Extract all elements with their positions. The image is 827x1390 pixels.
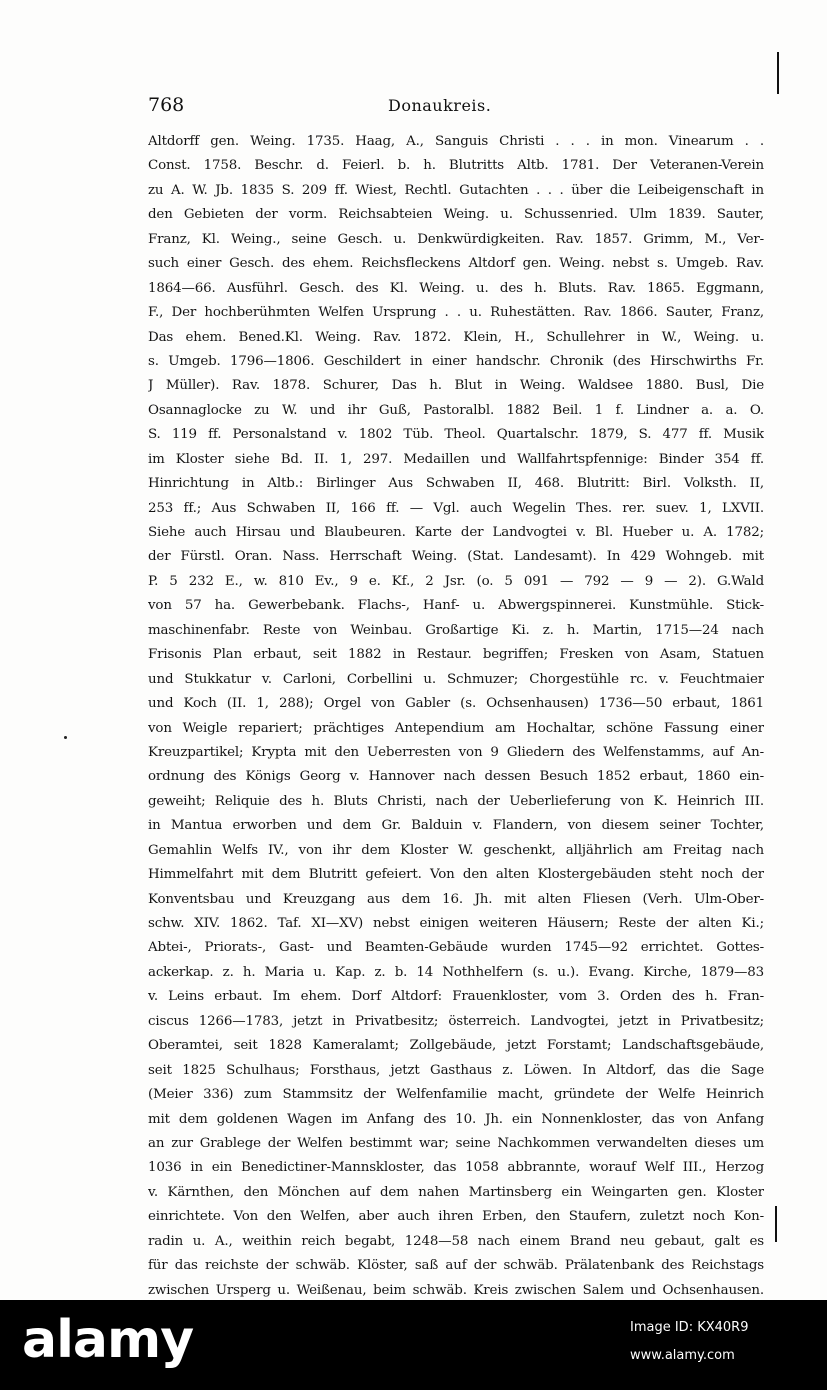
text-line: schw. XIV. 1862. Taf. XI—XV) nebst einigen weiteren Häusern; Reste der alten Ki.; bbox=[148, 916, 764, 931]
text-line: Das ehem. Bened.Kl. Weing. Rav. 1872. Klein, H., Schullehrer in W., Weing. u. bbox=[148, 329, 764, 345]
text-line: Oberamtei, seit 1828 Kameralamt; Zollgebäude, jetzt Forstamt; Landschaftsgebäude, bbox=[148, 1038, 764, 1054]
text-line: 1864—66. Ausführl. Gesch. des Kl. Weing. u. des h. Bluts. Rav. 1865. Eggmann, bbox=[148, 280, 764, 296]
text-line: Himmelfahrt mit dem Blutritt gefeiert. Von den alten Klostergebäuden steht noch der bbox=[148, 867, 764, 883]
text-line: Franz, Kl. Weing., seine Gesch. u. Denkwürdigkeiten. Rav. 1857. Grimm, M., Ver- bbox=[148, 231, 764, 247]
text-line: Const. 1758. Beschr. d. Feierl. b. h. Blutritts Altb. 1781. Der Veteranen-Verein bbox=[148, 158, 764, 174]
text-line: Frisonis Plan erbaut, seit 1882 in Restaur. begriffen; Fresken von Asam, Statuen bbox=[148, 647, 764, 663]
text-line: J Müller). Rav. 1878. Schurer, Das h. Blut in Weing. Waldsee 1880. Busl, Die bbox=[148, 378, 764, 394]
text-line: Kreuzpartikel; Krypta mit den Ueberresten von 9 Gliedern des Welfenstamms, auf An- bbox=[148, 744, 764, 760]
text-line: Altdorff gen. Weing. 1735. Haag, A., Sanguis Christi . . . in mon. Vinearum . . bbox=[148, 134, 764, 149]
image-id-label: Image ID: KX40R9 bbox=[630, 1320, 749, 1335]
text-line: such einer Gesch. des ehem. Reichsfleckens Altdorf gen. Weing. nebst s. Umgeb. Rav. bbox=[148, 256, 764, 272]
text-line: den Gebieten der vorm. Reichsabteien Weing. u. Schussenried. Ulm 1839. Sauter, bbox=[148, 207, 764, 223]
scan-edge-mark-top bbox=[777, 52, 779, 94]
text-line: zwischen Ursperg u. Weißenau, beim schwäb. Kreis zwischen Salem und Ochsenhausen. bbox=[148, 1282, 764, 1298]
text-line: Hinrichtung in Altb.: Birlinger Aus Schwaben II, 468. Blutritt: Birl. Volksth. II, bbox=[148, 476, 764, 492]
running-head: Donaukreis. bbox=[388, 96, 492, 115]
text-line: Gemahlin Welfs IV., von ihr dem Kloster W. geschenkt, alljährlich am Freitag nach bbox=[148, 842, 764, 858]
page-header bbox=[148, 94, 708, 120]
text-line: v. Kärnthen, den Mönchen auf dem nahen Martinsberg ein Weingarten gen. Kloster bbox=[148, 1184, 764, 1200]
text-line: an zur Grablege der Welfen bestimmt war; seine Nachkommen verwandelten dieses um bbox=[148, 1135, 764, 1151]
body-text bbox=[148, 130, 764, 1327]
brand-logo: alamy bbox=[22, 1310, 194, 1370]
text-line: 253 ff.; Aus Schwaben II, 166 ff. — Vgl. auch Wegelin Thes. rer. suev. 1, LXVII. bbox=[148, 500, 764, 516]
text-line: ciscus 1266—1783, jetzt in Privatbesitz; österreich. Landvogtei, jetzt in Privatbesitz; bbox=[148, 1013, 764, 1029]
text-line: 1036 in ein Benedictiner-Mannskloster, das 1058 abbrannte, worauf Welf III., Herzog bbox=[148, 1160, 764, 1176]
text-line: mit dem goldenen Wagen im Anfang des 10. Jh. ein Nonnenkloster, das von Anfang bbox=[148, 1111, 764, 1127]
text-line: Siehe auch Hirsau und Blaubeuren. Karte der Landvogtei v. Bl. Hueber u. A. 1782; bbox=[148, 525, 764, 540]
text-line: v. Leins erbaut. Im ehem. Dorf Altdorf: Frauenkloster, vom 3. Orden des h. Fran- bbox=[148, 989, 764, 1005]
text-line: im Kloster siehe Bd. II. 1, 297. Medaillen und Wallfahrtspfennige: Binder 354 ff. bbox=[148, 451, 764, 467]
scan-edge-mark-bottom bbox=[775, 1206, 777, 1242]
text-line: ordnung des Königs Georg v. Hannover nach dessen Besuch 1852 erbaut, 1860 ein- bbox=[148, 769, 764, 785]
text-line: seit 1825 Schulhaus; Forsthaus, jetzt Gasthaus z. Löwen. In Altdorf, das die Sage bbox=[148, 1062, 764, 1078]
text-line: einrichtete. Von den Welfen, aber auch ihren Erben, den Staufern, zuletzt noch Kon- bbox=[148, 1209, 764, 1225]
site-url-label: www.alamy.com bbox=[630, 1348, 735, 1363]
margin-speck bbox=[64, 736, 67, 739]
text-line: für das reichste der schwäb. Klöster, saß auf der schwäb. Prälatenbank des Reichstags bbox=[148, 1258, 764, 1274]
text-line: zu A. W. Jb. 1835 S. 209 ff. Wiest, Rechtl. Gutachten . . . über die Leibeigenschaft in bbox=[148, 182, 764, 198]
watermark-footer bbox=[0, 1300, 827, 1390]
text-line: radin u. A., weithin reich begabt, 1248—58 nach einem Brand neu gebaut, galt es bbox=[148, 1233, 764, 1249]
text-line: der Fürstl. Oran. Nass. Herrschaft Weing. (Stat. Landesamt). In 429 Wohngeb. mit bbox=[148, 549, 764, 565]
text-line: in Mantua erworben und dem Gr. Balduin v. Flandern, von diesem seiner Tochter, bbox=[148, 818, 764, 834]
text-line: von Weigle repariert; prächtiges Antependium am Hochaltar, schöne Fassung einer bbox=[148, 720, 764, 736]
text-line: ackerkap. z. h. Maria u. Kap. z. b. 14 Nothhelfern (s. u.). Evang. Kirche, 1879—83 bbox=[148, 964, 764, 980]
text-line: Osannaglocke zu W. und ihr Guß, Pastoralbl. 1882 Beil. 1 f. Lindner a. a. O. bbox=[148, 402, 764, 418]
text-line: maschinenfabr. Reste von Weinbau. Großartige Ki. z. h. Martin, 1715—24 nach bbox=[148, 622, 764, 638]
text-line: F., Der hochberühmten Welfen Ursprung . . u. Ruhestätten. Rav. 1866. Sauter, Franz, bbox=[148, 305, 764, 321]
page-number: 768 bbox=[148, 94, 185, 116]
text-line: (Meier 336) zum Stammsitz der Welfenfamilie macht, gründete der Welfe Heinrich bbox=[148, 1087, 764, 1103]
text-line: geweiht; Reliquie des h. Bluts Christi, nach der Ueberlieferung von K. Heinrich III. bbox=[148, 793, 764, 809]
text-line: P. 5 232 E., w. 810 Ev., 9 e. Kf., 2 Jsr. (o. 5 091 — 792 — 9 — 2). G.Wald bbox=[148, 573, 764, 589]
text-line: und Stukkatur v. Carloni, Corbellini u. Schmuzer; Chorgestühle rc. v. Feuchtmaier bbox=[148, 671, 764, 687]
text-line: von 57 ha. Gewerbebank. Flachs-, Hanf- u. Abwergspinnerei. Kunstmühle. Stick- bbox=[148, 598, 764, 614]
text-line: S. 119 ff. Personalstand v. 1802 Tüb. Theol. Quartalschr. 1879, S. 477 ff. Musik bbox=[148, 427, 764, 443]
text-line: Konventsbau und Kreuzgang aus dem 16. Jh. mit alten Fliesen (Verh. Ulm-Ober- bbox=[148, 891, 764, 907]
text-line: und Koch (II. 1, 288); Orgel von Gabler (s. Ochsenhausen) 1736—50 erbaut, 1861 bbox=[148, 696, 764, 712]
text-line: s. Umgeb. 1796—1806. Geschildert in einer handschr. Chronik (des Hirschwirths Fr. bbox=[148, 353, 764, 369]
text-line: Abtei-, Priorats-, Gast- und Beamten-Gebäude wurden 1745—92 errichtet. Gottes- bbox=[148, 940, 764, 956]
